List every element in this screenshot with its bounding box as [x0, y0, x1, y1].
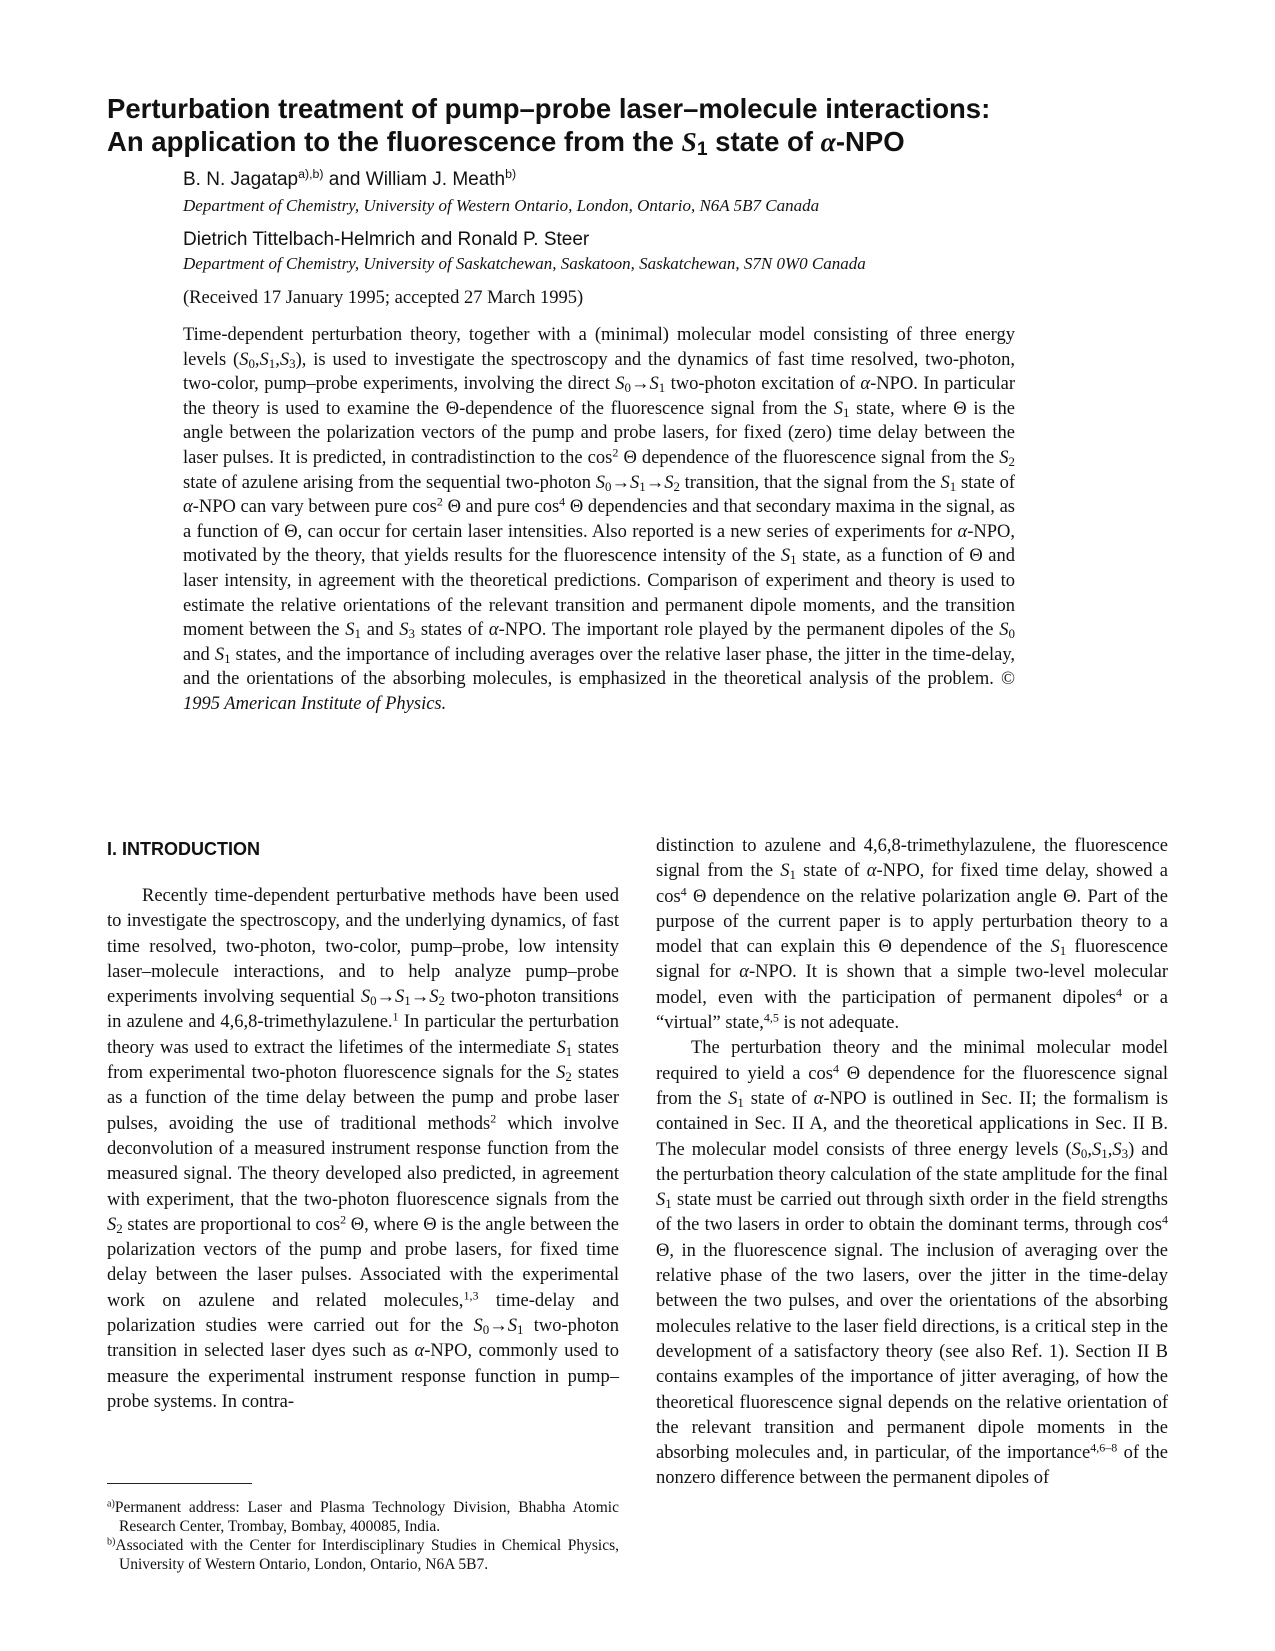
intro-paragraph-1: Recently time-dependent perturbative methods have been used to investigate the spectroscopy, and the underlying dynamics, of fast time resolved, two-photon, two-color, pump–probe, low intensity laser–molecule interactions, and to help analyze pump–probe experiments involving sequential $S_0\to S_1\to S_2$ two-photon transitions in azulene and 4,6,8-trimethylazulene.$^1$ In particular the perturbation theory was used to extract the lifetimes of the intermediate $S_1$ states from experimental two-photon fluorescence signals for the $S_2$ states as a function of the time delay between the pump and probe laser pulses, avoiding the use of traditional methods$^2$ which involve deconvolution of a measured instrument response function from the measured signal. The theory developed also predicted, in agreement with experiment, that the two-photon fluorescence signals from the $S_2$ states are proportional to $\cos^2 \Theta$, where Θ is the angle between the polarization vectors of the pump and probe lasers, for fixed time delay between the laser pulses. Associated with the experimental work on azulene and related molecules,$^{1,3}$ time-delay and polarization studies were carried out for the $S_0\to S_1$ two-photon transition in selected laser dyes such as α-NPO, commonly used to measure the experimental instrument response function in pump–probe systems. In contra- [107, 886, 620, 1412]
paper-title [107, 92, 1187, 161]
left-column [107, 884, 619, 1415]
received-dates: (Received 17 January 1995; accepted 27 March 1995) [183, 288, 584, 308]
section-heading: I. INTRODUCTION [107, 839, 260, 859]
footnote-rule [107, 1483, 252, 1484]
footnote-b: $^{b)}$Associated with the Center for Interdisciplinary Studies in Chemical Physics, University of Western Ontario, London, Ontario, N6A 5B7. [107, 1536, 619, 1573]
abstract: Time-dependent perturbation theory, together with a (minimal) molecular model consisting of three energy levels $(S_0,S_1,S_3)$, is used to investigate the spectroscopy and the dynamics of fast time resolved, two-photon, two-color, pump–probe experiments, involving the direct $S_0\to S_1$ two-photon excitation of α-NPO. In particular the theory is used to examine the Θ-dependence of the fluorescence signal from the $S_1$ state, where Θ is the angle between the polarization vectors of the pump and probe lasers, for fixed (zero) time delay between the laser pulses. It is predicted, in contradistinction to the $\cos^2 \Theta$ dependence of the fluorescence signal from the $S_2$ state of azulene arising from the sequential two-photon $S_0\to S_1\to S_2$ transition, that the signal from the $S_1$ state of α-NPO can vary between pure $\cos^2 \Theta$ and pure $\cos^4 \Theta$ dependencies and that secondary maxima in the signal, as a function of Θ, can occur for certain laser intensities. Also reported is a new series of experiments for α-NPO, motivated by the theory, that yields results for the fluorescence intensity of the $S_1$ state, as a function of Θ and laser intensity, in agreement with the theoretical predictions. Comparison of experiment and theory is used to estimate the relative orientations of the relevant transition and permanent dipole moments, and the transition moment between the $S_1$ and $S_3$ states of α-NPO. The important role played by the permanent dipoles of the $S_0$ and $S_1$ states, and the importance of including averages over the relative laser phase, the jitter in the time-delay, and the orientations of the absorbing molecules, is emphasized in the theoretical analysis of the problem. © 1995 American Institute of Physics. [183, 325, 1016, 714]
right-column [656, 834, 1168, 1492]
intro-paragraph-2: The perturbation theory and the minimal molecular model required to yield a $\cos^4 \Theta$ dependence for the fluorescence signal from the $S_1$ state of α-NPO is outlined in Sec. II; the formalism is contained in Sec. II A, and the theoretical applications in Sec. II B. The molecular model consists of three energy levels $(S_0,S_1,S_3)$ and the perturbation theory calculation of the state amplitude for the final $S_1$ state must be carried out through sixth order in the field strengths of the two lasers in order to obtain the dominant terms, through $\cos^4 \Theta$, in the fluorescence signal. The inclusion of averaging over the relative phase of the two lasers, over the jitter in the time-delay between the two pulses, and over the orientations of the absorbing molecules relative to the laser field directions, is a critical step in the development of a satisfactory theory (see also Ref. 1). Section II B contains examples of the importance of jitter averaging, of how the theoretical fluorescence signal depends on the relative orientation of the relevant transition and permanent dipole moments in the absorbing molecules and, in particular, of the importance$^{4,6-8}$ of the nonzero difference between the permanent dipoles of [656, 1038, 1169, 1489]
affiliation-2: Department of Chemistry, University of Saskatchewan, Saskatoon, Saskatchewan, S7N 0W0 Canada [183, 254, 866, 273]
author-line-1: B. N. Jagatap$^{a),b)}$ and William J. Meath$^{b)}$ [183, 167, 517, 190]
affiliation-1: Department of Chemistry, University of Western Ontario, London, Ontario, N6A 5B7 Canada [183, 196, 820, 215]
title-line-2: An application to the fluorescence from the S1 state of α-NPO [107, 126, 905, 161]
author-line-2: Dietrich Tittelbach-Helmrich and Ronald P. Steer [183, 229, 590, 250]
intro-paragraph-continued: distinction to azulene and 4,6,8-trimethylazulene, the fluorescence signal from the $S_1$ state of α-NPO, for fixed time delay, showed a $\cos^4 \Theta$ dependence on the relative polarization angle Θ. Part of the purpose of the current paper is to apply perturbation theory to a model that can explain this Θ dependence of the $S_1$ fluorescence signal for α-NPO. It is shown that a simple two-level molecular model, even with the participation of permanent dipoles$^4$ or a “virtual” state,$^{4,5}$ is not adequate. [656, 836, 1169, 1034]
title-line-1: Perturbation treatment of pump–probe laser–molecule interactions: [107, 93, 991, 124]
footnotes [107, 1498, 619, 1574]
footnote-a: $^{a)}$Permanent address: Laser and Plasma Technology Division, Bhabha Atomic Research Center, Trombay, Bombay, 400085, India. [107, 1498, 619, 1535]
